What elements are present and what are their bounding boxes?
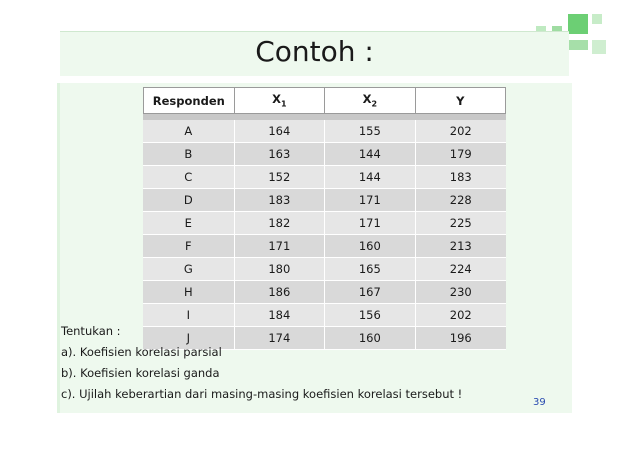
decorative-square bbox=[592, 40, 606, 54]
cell-responden: H bbox=[143, 281, 235, 304]
table-row bbox=[143, 143, 506, 166]
slide-title: Contoh : bbox=[255, 35, 374, 68]
header-x1-subscript: 1 bbox=[280, 99, 287, 109]
table-row bbox=[143, 281, 506, 304]
cell-x1: 174 bbox=[235, 327, 325, 350]
cell-responden: I bbox=[143, 304, 235, 327]
cell-y: 183 bbox=[416, 166, 506, 189]
table-body bbox=[143, 114, 506, 350]
header-x2-subscript: 2 bbox=[371, 99, 378, 109]
cell-x1: 183 bbox=[235, 189, 325, 212]
table-header-row bbox=[143, 87, 506, 114]
cell-x2: 155 bbox=[325, 120, 415, 143]
cell-y: 225 bbox=[416, 212, 506, 235]
cell-x1: 163 bbox=[235, 143, 325, 166]
task-list bbox=[61, 321, 462, 405]
cell-y: 230 bbox=[416, 281, 506, 304]
cell-x1: 184 bbox=[235, 304, 325, 327]
cell-x2: 167 bbox=[325, 281, 415, 304]
cell-x1: 152 bbox=[235, 166, 325, 189]
header-x2 bbox=[325, 87, 415, 114]
cell-x2: 156 bbox=[325, 304, 415, 327]
cell-y: 213 bbox=[416, 235, 506, 258]
cell-y: 196 bbox=[416, 327, 506, 350]
cell-x2: 171 bbox=[325, 189, 415, 212]
table-row bbox=[143, 212, 506, 235]
header-x1 bbox=[235, 87, 325, 114]
decorative-square bbox=[568, 14, 588, 34]
header-x1-base: X bbox=[272, 92, 281, 107]
header-y: Y bbox=[416, 87, 506, 114]
cell-responden: C bbox=[143, 166, 235, 189]
header-x2-base: X bbox=[362, 92, 372, 107]
cell-responden: B bbox=[143, 143, 235, 166]
table-row bbox=[143, 166, 506, 189]
cell-x1: 171 bbox=[235, 235, 325, 258]
cell-x2: 160 bbox=[325, 327, 415, 350]
cell-y: 202 bbox=[416, 304, 506, 327]
task-intro: Tentukan : bbox=[61, 324, 121, 338]
cell-x1: 186 bbox=[235, 281, 325, 304]
cell-x2: 171 bbox=[325, 212, 415, 235]
cell-responden: A bbox=[143, 120, 235, 143]
cell-x2: 160 bbox=[325, 235, 415, 258]
cell-y: 202 bbox=[416, 120, 506, 143]
cell-y: 224 bbox=[416, 258, 506, 281]
cell-responden: J bbox=[143, 327, 235, 350]
header-responden: Responden bbox=[143, 87, 235, 114]
table-row bbox=[143, 120, 506, 143]
cell-responden: G bbox=[143, 258, 235, 281]
cell-x2: 144 bbox=[325, 166, 415, 189]
table-row bbox=[143, 258, 506, 281]
cell-responden: F bbox=[143, 235, 235, 258]
task-item: b). Koefisien korelasi ganda bbox=[61, 366, 220, 380]
decorative-square bbox=[568, 40, 588, 50]
table-row bbox=[143, 189, 506, 212]
page-number: 39 bbox=[533, 397, 546, 408]
cell-x1: 182 bbox=[235, 212, 325, 235]
cell-y: 228 bbox=[416, 189, 506, 212]
cell-y: 179 bbox=[416, 143, 506, 166]
table-row bbox=[143, 235, 506, 258]
cell-x2: 165 bbox=[325, 258, 415, 281]
cell-x1: 164 bbox=[235, 120, 325, 143]
task-item: a). Koefisien korelasi parsial bbox=[61, 345, 222, 359]
data-table bbox=[143, 87, 506, 350]
task-item: c). Ujilah keberartian dari masing-masing koefisien korelasi tersebut ! bbox=[61, 387, 463, 401]
cell-x1: 180 bbox=[235, 258, 325, 281]
cell-responden: E bbox=[143, 212, 235, 235]
cell-x2: 144 bbox=[325, 143, 415, 166]
decorative-square bbox=[592, 14, 602, 24]
cell-responden: D bbox=[143, 189, 235, 212]
